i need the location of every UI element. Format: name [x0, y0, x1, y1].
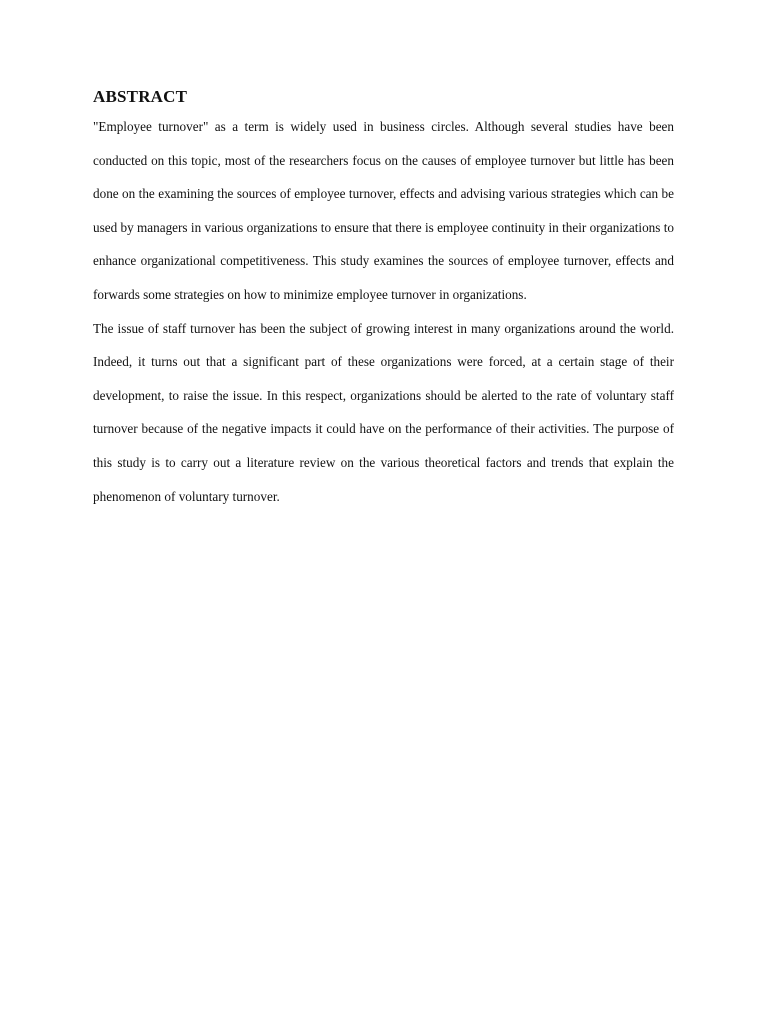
abstract-paragraph-2: The issue of staff turnover has been the subject of growing interest in many organizations around the world. Indeed, it turns out that a significant part of these organizations were forced, at a certain stage of their development, to raise the issue. In this respect, organizations should be alerted to the rate of voluntary staff turnover because of the negative impacts it could have on the performance of their activities. The purpose of this study is to carry out a literature review on the various theoretical factors and trends that explain the phenomenon of voluntary turnover.: [93, 320, 674, 504]
abstract-section: [93, 84, 674, 513]
abstract-paragraph-1: "Employee turnover" as a term is widely used in business circles. Although several studies have been conducted on this topic, most of the researchers focus on the causes of employee turnover but little has been done on the examining the sources of employee turnover, effects and advising various strategies which can be used by managers in various organizations to ensure that there is employee continuity in their organizations to enhance organizational competitiveness. This study examines the sources of employee turnover, effects and forwards some strategies on how to minimize employee turnover in organizations.: [93, 119, 674, 302]
abstract-heading: ABSTRACT: [93, 87, 188, 106]
